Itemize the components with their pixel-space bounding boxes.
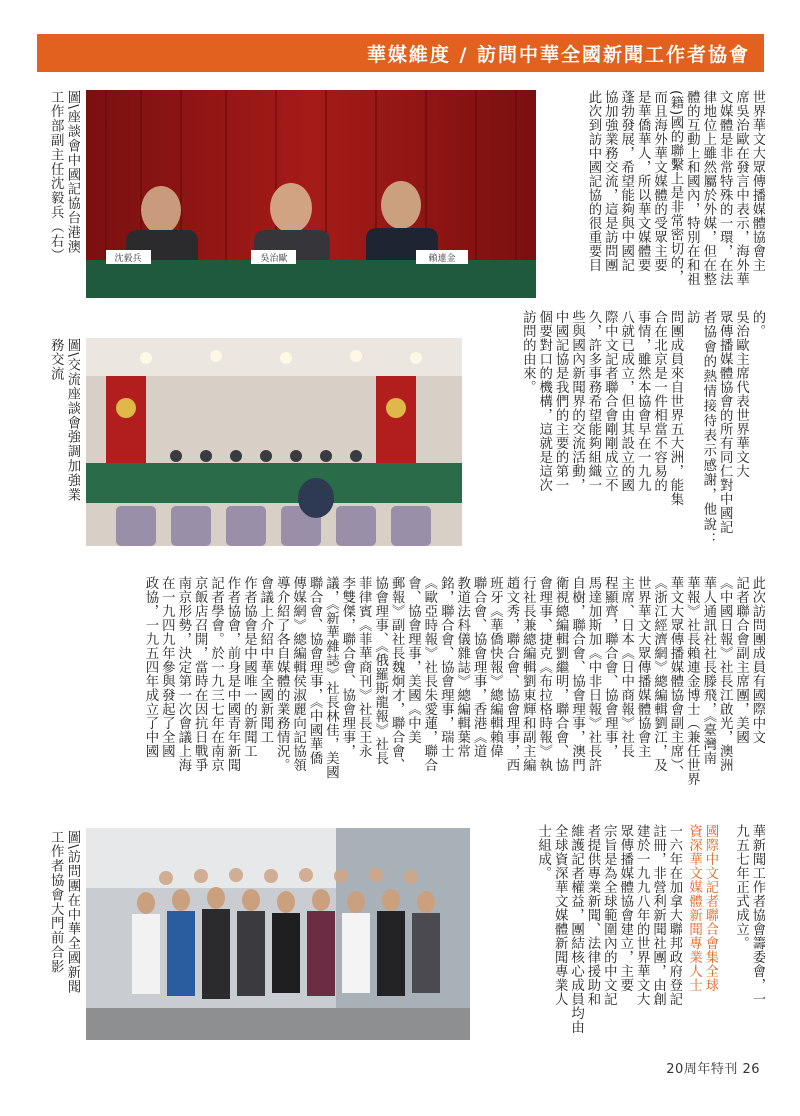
placard-2: 吳治歐 xyxy=(260,254,288,264)
article-text-middle: 此次訪問團成員有國際中文 記者聯合會副主席團，美國 《中國日報》社長江啟光，澳洲 華人通訊社社長滕飛，《臺灣南 華報》社長賴連金博士（兼任世界 華文大眾傳播媒體協會副主席）、 《浙江經濟網》總編輯劉江，及 世界華文大眾傳播媒體協會主 主席、日本《日中商報》社長 程顯齊，聯合會、協會理事， 馬達加斯加《中非日報》社長許 自樹，聯合會、協會理事，澳門 衛視總編輯劉繼明，聯合會、協 會理事、捷克《布拉格時報》執 行社長兼總編輯劉東輝和副主編 趙文秀，聯合會、協會理事，西 班牙《華僑快報》總編輯賴偉 聯合會、協會理事，香港《道 教道法科儀雜誌》總編輯葉常 銘，聯合會、協會理事，瑞士 《歐亞時報》社長朱愛蓮，聯合 會、協會理事，美國《中美 郵報》副社長魏炯才，聯合會、 協會理事、《俄羅斯龍報》社長 菲律賓《菲華商刊》社長王永 李雙傑，聯合會、協會理事， 議，《新華雜誌》社長林佳，美國 聯合會、協會理事，《中國華僑 傳媒網》總編輯侯淑麗向記協領 導介紹了各自媒體的業務情況。 會議上介紹中華全國新聞工 作者協會是中國唯一的新聞工 作者協會，前身是中國青年新聞 記者學會。於一九三七年在南京 京飯店召開，當時在因抗日戰爭 南京形勢，決定第一次會議上海 在一九四九年參與發起了全國 政協，一九五四年成立了中國 xyxy=(142,576,765,786)
article-text-bottom-b: 一六年在加拿大聯邦政府登記 註冊，非營利新聞社團，由創 建於一九九八年的世界華文大 眾傳播媒體協會建立，主要 宗旨是為全球範圍內的中文記 者提供專業新聞、法律援助和 維護記者權益，團結核心成員均由 全球資深華文媒體新聞專業人 士組成。 xyxy=(535,824,682,1034)
photo-exchange-meeting xyxy=(86,338,462,546)
placard-1: 沈毅兵 xyxy=(114,254,142,264)
article-text-bottom-a: 華新聞工作者協會籌委會，一 九五七年正式成立。 xyxy=(733,824,765,1006)
section-header xyxy=(37,34,764,72)
page-number: 20周年特刊 26 xyxy=(666,1062,760,1077)
article-text-second: 的。 吳治歐主席代表世界華文大 眾傳播媒體協會的所有同仁對中國記 者協會的熱情接待表示感謝，他說：訪 問團成員來自世界五大洲，能集 合在北京是一件相當不容易的 事情，雖然本協會早在一九九 八就已成立，但由其設立的國 際中文記者聯合會剛剛成立不 久，許多事務希望能夠組織一 些與國內新聞界的交流活動， 中國記協是我們的主要的第一 個要對口的機構，這就是這次 訪問的由來。 xyxy=(520,310,765,546)
placard-3: 賴連金 xyxy=(428,254,456,264)
caption-photo3: 圖\訪問團在中華全國新聞 工作者協會大門前合影 xyxy=(48,830,80,994)
photo-meeting-panel xyxy=(86,90,536,298)
article-text-bottom-highlight: 國際中文記者聯合會集全球 資深華文媒體新聞專業人士 xyxy=(686,824,718,992)
photo-group-portrait xyxy=(86,828,470,1040)
section-title: 華媒維度 / 訪問中華全國新聞工作者協會 xyxy=(366,43,750,66)
caption-photo1: 圖\座談會中國記協台港澳 工作部副主任沈毅兵（右） xyxy=(48,90,80,263)
caption-photo2: 圖\交流座談會強調加強業 務交流 xyxy=(48,338,80,502)
article-text-top-right: 世界華文大眾傳播媒體協會主 席吳治歐在發言中表示，海外華 文媒體是非常特殊的一環，在法 律地位上雖然屬於外媒，但在整 體的互動上和國內，特別在和祖 (籍)國的聯繫上是非常密切的， 而且海外華文媒體的受眾主要 是華僑華人，所以華文媒體要 蓬勃發展，希望能夠與中國記 協加強業務交流，這是訪問團 此次到訪中國記協的很重要目 xyxy=(585,90,765,286)
